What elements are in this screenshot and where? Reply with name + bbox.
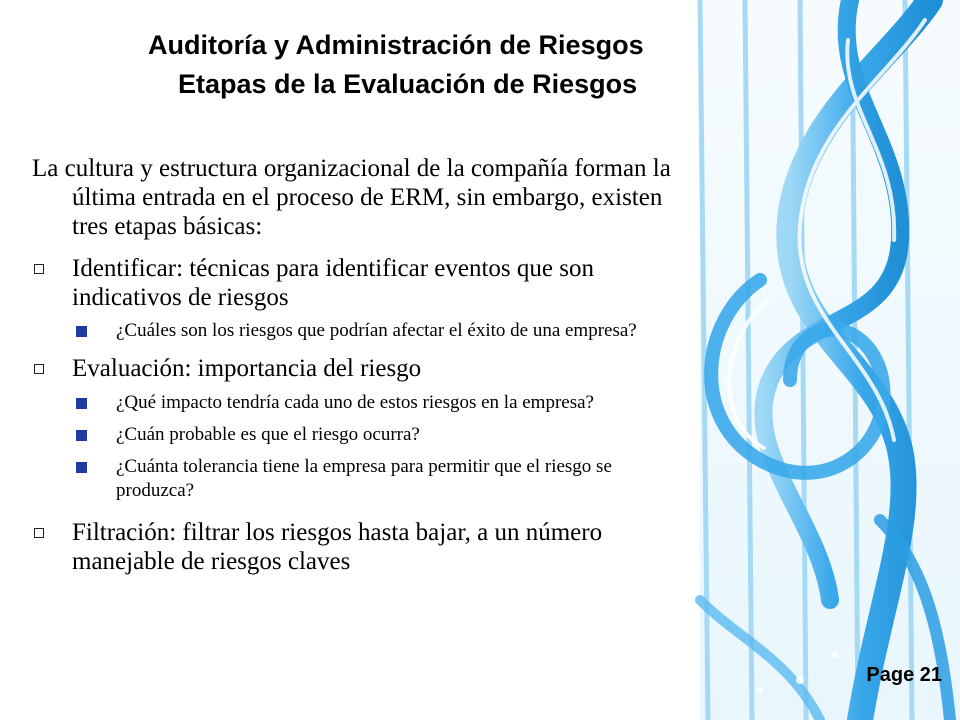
intro-paragraph — [32, 154, 846, 241]
bullet-text: Identificar: técnicas para identificar eventos que son — [72, 255, 594, 282]
intro-line: La cultura y estructura organizacional de la compañía forman la — [32, 155, 671, 182]
intro-line: tres etapas básicas: — [72, 213, 263, 240]
hollow-square-bullet-icon — [34, 264, 44, 274]
intro-line: última entrada en el proceso de ERM, sin embargo, existen — [72, 184, 663, 211]
sub-bullet-text: ¿Qué impacto tendría cada uno de estos riesgos en la empresa? — [116, 392, 594, 413]
bullet-text: indicativos de riesgos — [72, 284, 289, 311]
bullet-text: Filtración: filtrar los riesgos hasta bajar, a un número — [72, 519, 603, 546]
page-number: Page 21 — [866, 664, 942, 686]
filled-square-bullet-icon — [76, 398, 87, 409]
hollow-square-bullet-icon — [34, 528, 44, 538]
slide-title: Auditoría y Administración de Riesgos — [148, 30, 644, 60]
sub-bullet-text: ¿Cuán probable es que el riesgo ocurra? — [116, 424, 420, 445]
sub-bullet-text: ¿Cuáles son los riesgos que podrían afectar el éxito de una empresa? — [116, 320, 637, 341]
bullet-text: manejable de riesgos claves — [72, 548, 351, 575]
bullet-text: Evaluación: importancia del riesgo — [72, 355, 422, 382]
sub-bullet-text: ¿Cuánta tolerancia tiene la empresa para permitir que el riesgo se — [116, 456, 612, 477]
filled-square-bullet-icon — [76, 326, 87, 337]
hollow-square-bullet-icon — [34, 364, 44, 374]
slide-subtitle: Etapas de la Evaluación de Riesgos — [178, 69, 638, 99]
filled-square-bullet-icon — [76, 430, 87, 441]
filled-square-bullet-icon — [76, 462, 87, 473]
sub-bullet-text: produzca? — [116, 480, 195, 501]
